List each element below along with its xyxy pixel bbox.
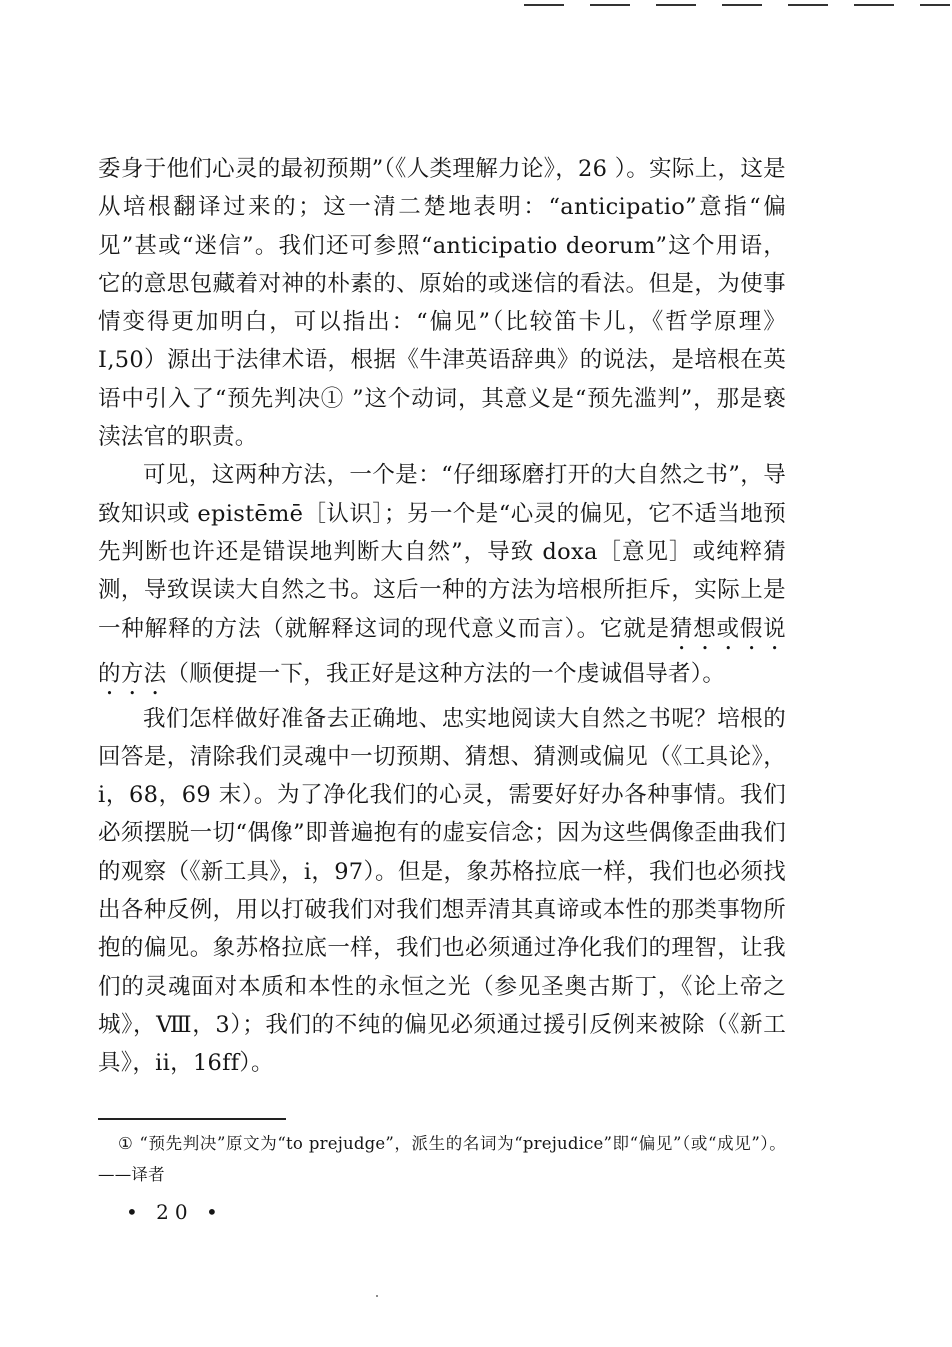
scan-speck: [376, 1295, 378, 1297]
paragraph-2: [98, 456, 786, 699]
footnote: [98, 1128, 786, 1190]
paragraph-2-text-b: （顺便提一下，我正好是这种方法的一个虔诚倡导者）。: [166, 660, 726, 687]
paragraph-3: 我们怎样做好准备去正确地、忠实地阅读大自然之书呢？培根的回答是，清除我们灵魂中一切预期、猜想、猜测或偏见（《工具论》，i，68，69 末）。为了净化我们的心灵，需要好好办各种事情。我们必须摆脱一切“偶像”即普遍抱有的虚妄信念；因为这些偶像歪曲我们的观察（《新工具》，i，97）。但是，象苏格拉底一样，我们也必须找出各种反例，用以打破我们对我们想弄清其真谛或本性的那类事物所抱的偏见。象苏格拉底一样，我们也必须通过净化我们的理智，让我们的灵魂面对本质和本性的永恒之光（参见圣奥古斯丁，《论上帝之城》，Ⅷ，3）；我们的不纯的偏见必须通过援引反例来被除（《新工具》，ii，16ff）。: [98, 705, 786, 1077]
page-number: • 20 •: [126, 1200, 224, 1224]
paragraph-1: 委身于他们心灵的最初预期”（《人类理解力论》，26 ）。实际上，这是从培根翻译过来的；这一清二楚地表明：“anticipatio”意指“偏见”甚或“迷信”。我们还可参照“anticipatio deorum”这个用语，它的意思包藏着对神的朴素的、原始的或迷信的看法。但是，为使事情变得更加明白，可以指出：“偏见”（比较笛卡儿，《哲学原理》Ⅰ,50）源出于法律术语，根据《牛津英语辞典》的说法，是培根在英语中引入了“预先判决① ”这个动词，其意义是“预先滥判”，那是亵渎法官的职责。: [98, 156, 786, 451]
footnote-marker: ①: [118, 1134, 134, 1153]
emphasized-phrase: 猜想或假说的方法: [98, 615, 786, 687]
header-rule-marks: [520, 4, 950, 8]
footnote-text: “预先判决”原文为“to prejudge”，派生的名词为“prejudice”即“偏见”（或“成见”）。——译者: [98, 1134, 786, 1184]
paragraph-2-text-a: 可见，这两种方法，一个是：“仔细琢磨打开的大自然之书”，导致知识或 epistēmē［认识］；另一个是“心灵的偏见，它不适当地预先判断也许还是错误地判断大自然”，导致 doxa［意见］或纯粹猜测，导致误读大自然之书。这后一种的方法为培根所拒斥，实际上是一种解释的方法（就解释这词的现代意义而言）。它就是: [98, 462, 786, 642]
footnote-separator: [98, 1118, 286, 1120]
main-text: [98, 150, 786, 1083]
